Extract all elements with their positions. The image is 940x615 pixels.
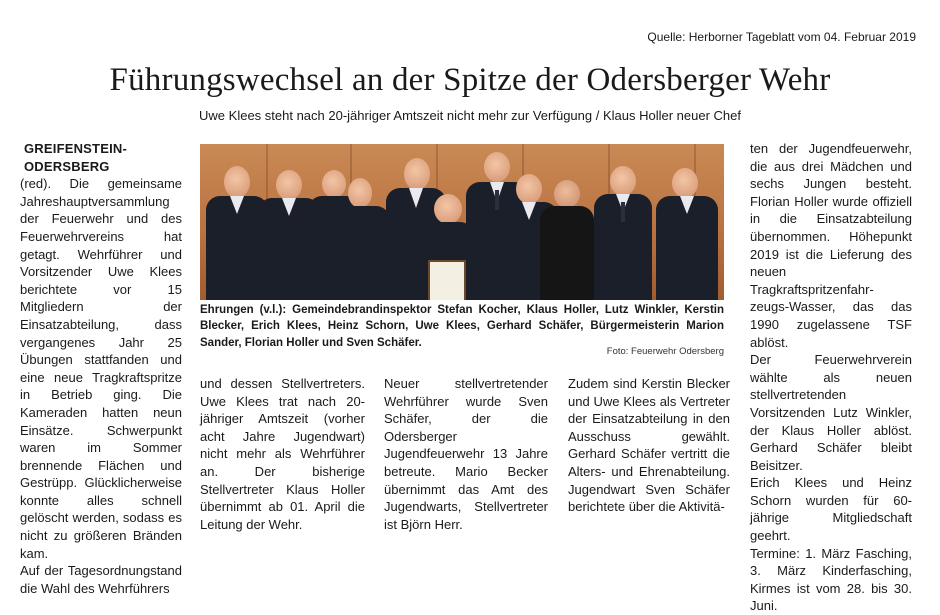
column-1-paragraph-2: Auf der Tagesordnungstand die Wahl des Wehrführers xyxy=(20,563,182,596)
headline: Führungswechsel an der Spitze der Odersberger Wehr xyxy=(109,62,831,98)
photo-credit: Foto: Feuerwehr Odersberg xyxy=(606,346,724,357)
article-column-3 xyxy=(384,375,548,533)
column-4-paragraph: Zudem sind Kerstin Blecker und Uwe Klees als Vertreter der Einsatzabteilung in den Ausschuss gewählt. Gerhard Schäfer vertritt die Alters- und Ehrenabteilung. Jugendwart Sven Schäfer berichtete über die Aktivitä- xyxy=(568,376,730,515)
column-1-paragraph-1: (red). Die gemeinsame Jahreshauptversammlung der Feuerwehr und des Feuerwehrvereins hat getagt. Wehrführer und Vorsitzender Uwe Klees berichtete vor 15 Mitgliedern der Einsatzabteilung, dass vergangenes Jahr 25 Übungen stattfanden und eine neue Tragkraftspritze in Betrieb ging. Die Kameraden hatten neun Einsätze. Schwerpunkt waren im Sommer brennende Flächen und Gestrüpp. Glücklicherweise konnte alles schnell gelöscht werden, sodass es nicht zu größeren Bränden kam. xyxy=(20,176,182,561)
column-3-paragraph: Neuer stellvertretender Wehrführer wurde Sven Schäfer, der die Odersberger Jugendfeuerwehr 13 Jahre betreute. Mario Becker übernimmt das Amt des Jugendwarts, Stellvertreter ist Björn Herr. xyxy=(384,376,548,532)
column-5-paragraph-2: Der Feuerwehrverein wählte als neuen stellvertretenden Vorsitzenden Lutz Winkler, der Klaus Holler ablöst. Gerhard Schäfer bleibt Beisitzer. xyxy=(750,352,912,473)
article-column-5 xyxy=(750,140,912,615)
column-5-paragraph-4: Termine: 1. März Fasching, 3. März Kinderfasching, Kirmes ist vom 28. bis 30. Juni. xyxy=(750,545,912,614)
column-5-paragraph-3: Erich Klees und Heinz Schorn wurden für 60-jährige Mitgliedschaft geehrt. xyxy=(750,475,912,544)
photo-caption: Ehrungen (v.l.): Gemeindebrandinspektor Stefan Kocher, Klaus Holler, Lutz Winkler, Kerstin Blecker, Erich Klees, Heinz Schorn, Uwe Klees, Gerhard Schäfer, Bürgermeisterin Marion Sander, Florian Holler und Sven Schäfer. xyxy=(200,304,724,349)
source-line: Quelle: Herborner Tageblatt vom 04. Februar 2019 xyxy=(647,30,916,44)
article-column-1 xyxy=(20,140,182,597)
article-column-2 xyxy=(200,375,365,533)
dateline: GREIFENSTEIN-ODERSBERG xyxy=(24,141,127,174)
subheadline: Uwe Klees steht nach 20-jähriger Amtszeit nicht mehr zur Verfügung / Klaus Holler neuer Chef xyxy=(199,108,741,123)
column-5-paragraph-1: ten der Jugendfeuerwehr, die aus drei Mädchen und sechs Jungen besteht. Florian Holler wurde offiziell in die Einsatzabteilung übernommen. Höhepunkt 2019 ist die Lieferung des neuen Tragkraftspritzenfahr-zeugs-Wasser, das das 1990 zugelassene TSF ablöst. xyxy=(750,141,912,350)
column-2-paragraph: und dessen Stellvertreters. Uwe Klees trat nach 20-jähriger Amtszeit (vorher acht Jahre Jugendwart) nicht mehr als Wehrführer an. Der bisherige Stellvertreter Klaus Holler übernimmt ab 01. April die Leitung der Wehr. xyxy=(200,376,365,532)
article-column-4 xyxy=(568,375,730,516)
certificate-image xyxy=(428,260,466,300)
group-photo xyxy=(200,144,724,300)
